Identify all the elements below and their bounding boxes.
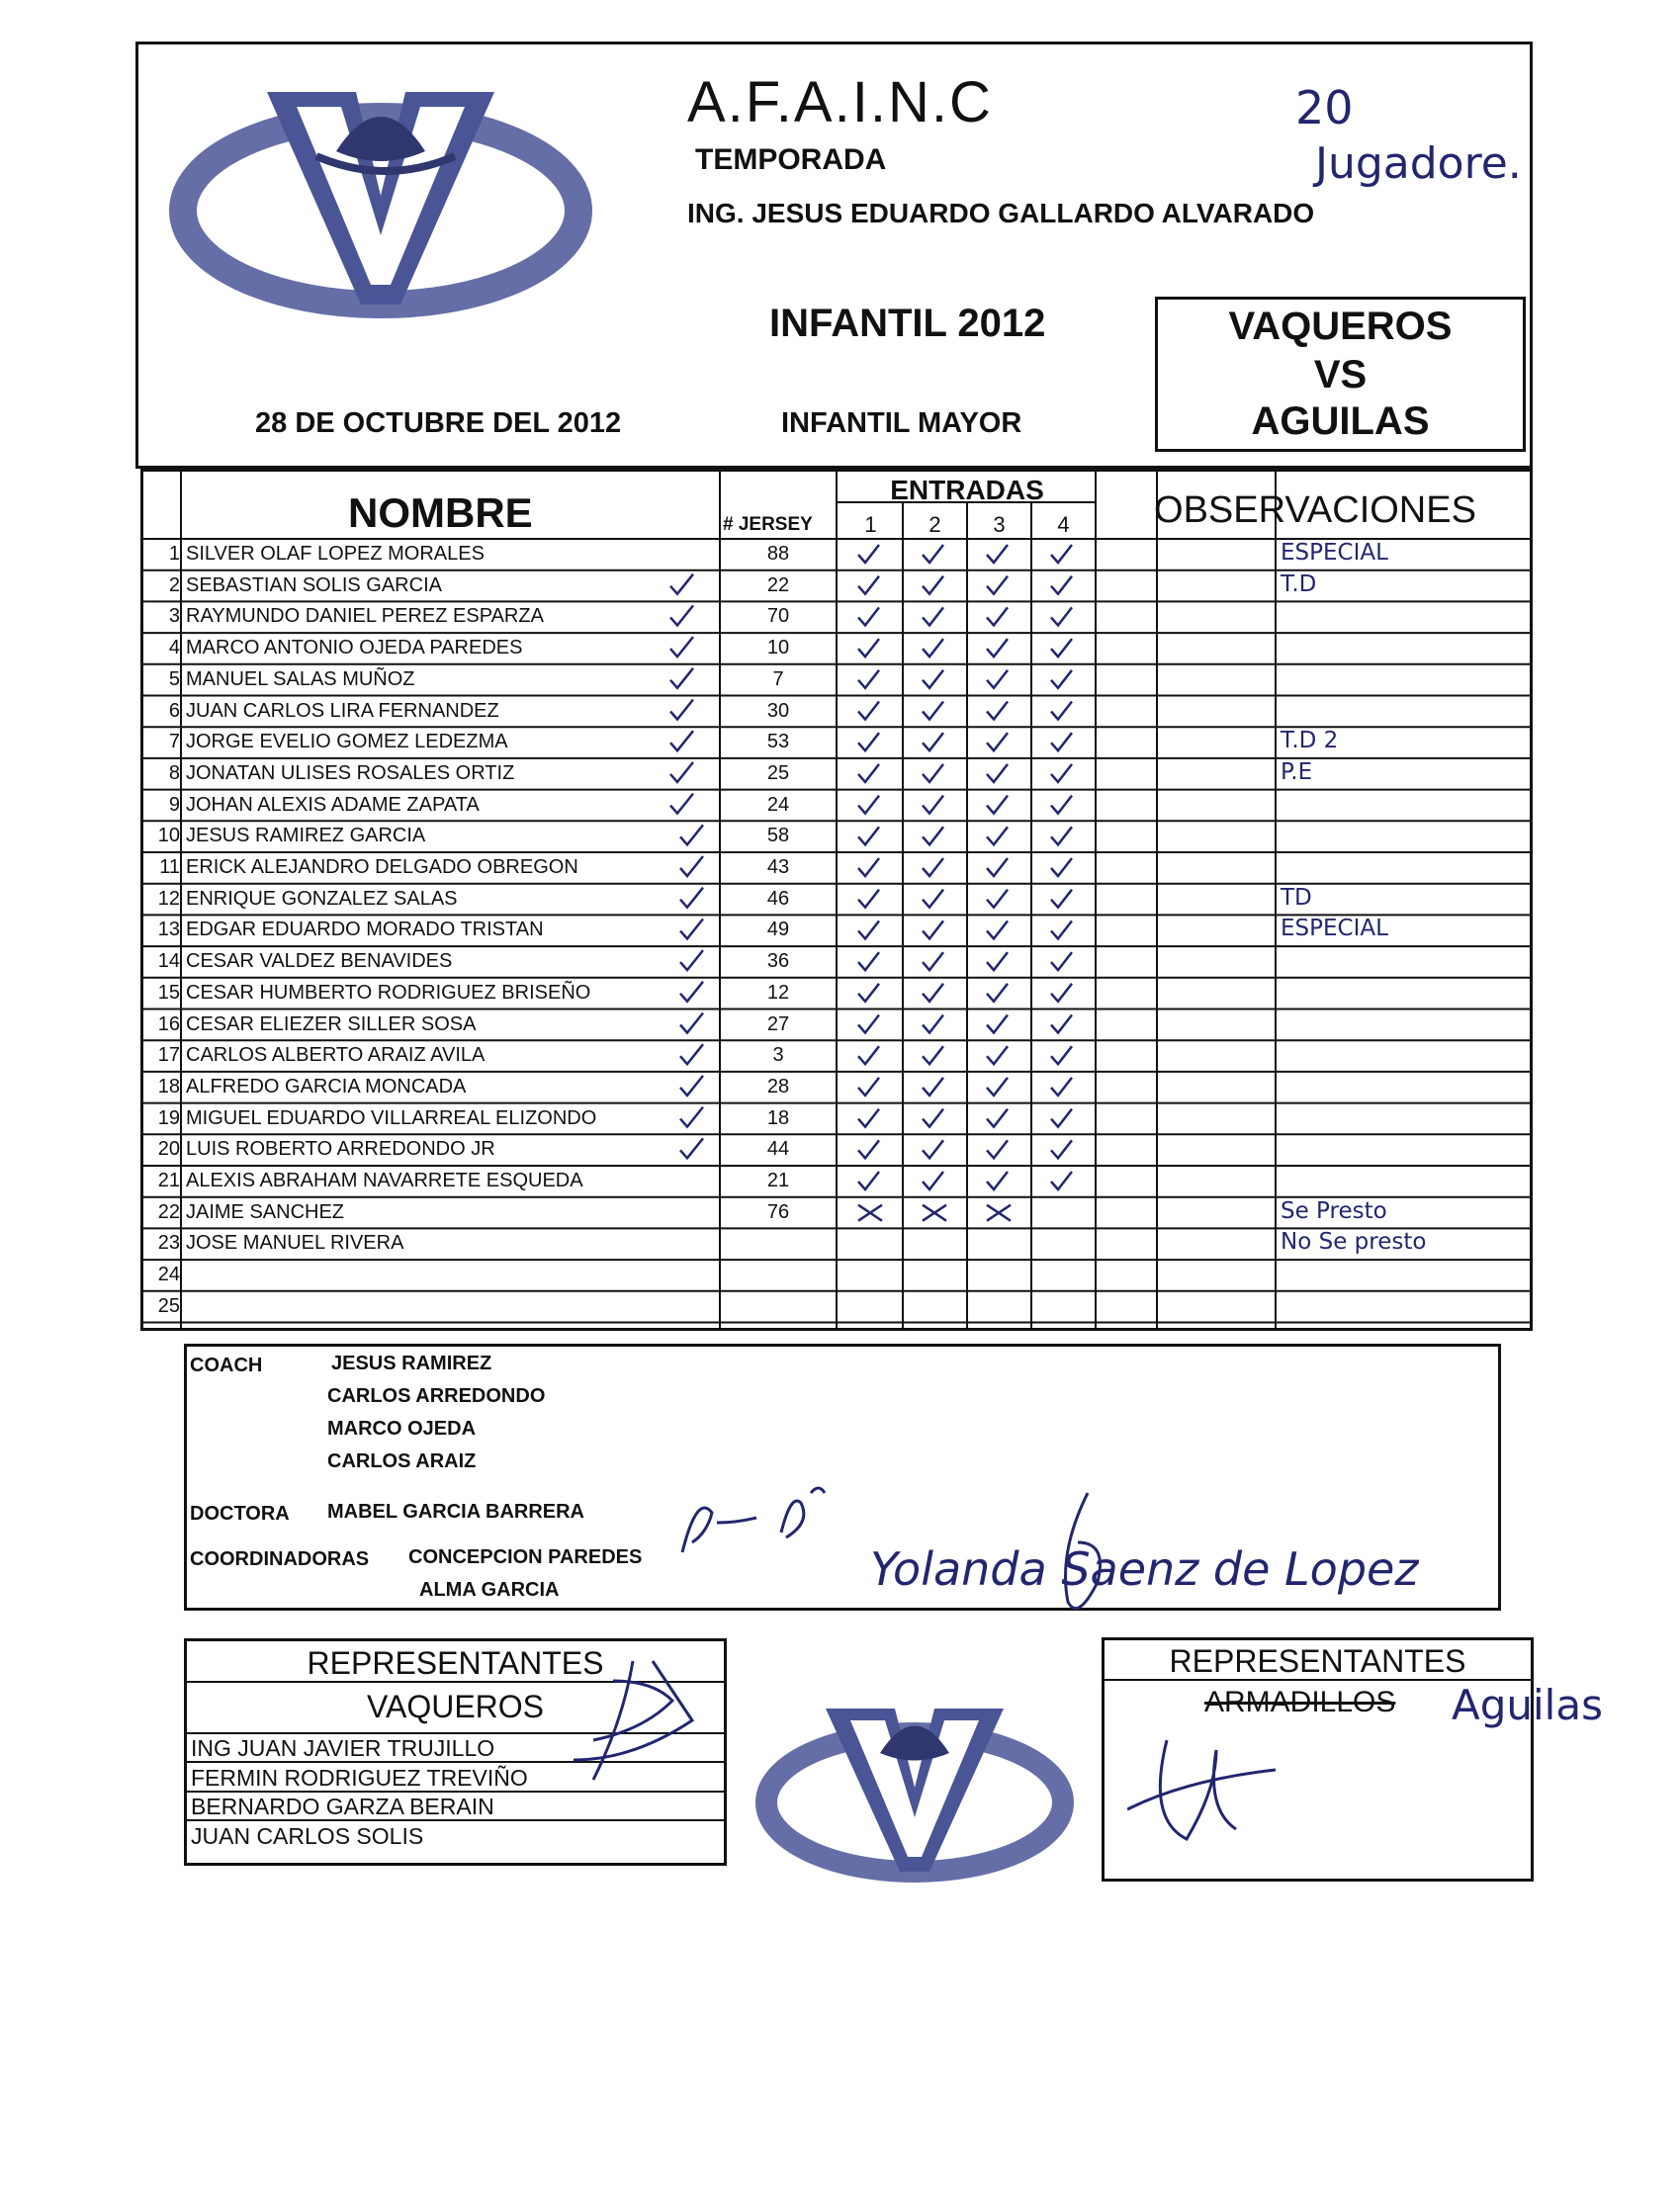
player-name: CESAR VALDEZ BENAVIDES: [186, 950, 453, 973]
attendance-check-icon: [1051, 1140, 1072, 1158]
attendance-check-icon: [923, 607, 943, 625]
roster-check-icon: [680, 982, 703, 1002]
attendance-check-icon: [1051, 733, 1072, 750]
attendance-check-icon: [987, 858, 1008, 876]
inning-3-header: 3: [993, 512, 1006, 537]
player-observation: TD: [1281, 884, 1312, 911]
player-observation: T.D: [1281, 570, 1317, 597]
row-number: 19: [157, 1106, 180, 1129]
attendance-check-icon: [987, 921, 1008, 938]
attendance-check-icon: [923, 1046, 943, 1064]
attendance-check-icon: [858, 1046, 879, 1064]
home-rep-4: JUAN CARLOS SOLIS: [191, 1823, 424, 1849]
home-reps-title: REPRESENTANTES: [307, 1645, 604, 1681]
attendance-check-icon: [987, 733, 1008, 750]
attendance-check-icon: [987, 1140, 1008, 1158]
row-number: 4: [168, 637, 180, 659]
attendance-check-icon: [858, 733, 879, 750]
attendance-check-icon: [987, 1046, 1008, 1064]
attendance-check-icon: [923, 827, 943, 844]
attendance-check-icon: [858, 984, 879, 1002]
attendance-check-icon: [987, 890, 1008, 908]
row-number: 22: [157, 1200, 180, 1223]
row-number: 25: [157, 1294, 180, 1317]
player-name: JOSE MANUEL RIVERA: [186, 1232, 404, 1255]
attendance-cross-icon: [987, 1205, 1011, 1221]
inning-2-header: 2: [928, 512, 941, 537]
attendance-cross-icon: [858, 1205, 882, 1221]
doctor-name: MABEL GARCIA BARRERA: [327, 1501, 584, 1523]
attendance-check-icon: [1051, 1015, 1072, 1033]
row-number: 21: [157, 1170, 180, 1191]
player-name: ALEXIS ABRAHAM NAVARRETE ESQUEDA: [186, 1170, 583, 1191]
attendance-check-icon: [923, 702, 943, 720]
attendance-check-icon: [1051, 1078, 1072, 1096]
player-name: CESAR HUMBERTO RODRIGUEZ BRISEÑO: [186, 981, 591, 1004]
row-number: 11: [159, 856, 180, 878]
attendance-check-icon: [858, 1109, 879, 1127]
player-jersey: 22: [766, 573, 790, 596]
home-rep-signature-icon: [554, 1641, 732, 1809]
attendance-check-icon: [923, 545, 943, 563]
attendance-check-icon: [923, 1078, 943, 1096]
row-number: 12: [157, 887, 180, 910]
player-jersey: 70: [766, 605, 790, 628]
innings-header: ENTRADAS: [890, 475, 1044, 505]
roster-check-icon: [680, 1044, 703, 1064]
attendance-cross-icon: [923, 1205, 946, 1221]
player-observation: No Se presto: [1281, 1229, 1427, 1256]
attendance-check-icon: [987, 1172, 1008, 1189]
attendance-check-icon: [858, 796, 879, 814]
attendance-check-icon: [858, 545, 879, 563]
attendance-check-icon: [987, 827, 1008, 844]
org-title: A.F.A.I.N.C: [687, 70, 993, 134]
row-number: 9: [168, 793, 180, 816]
coach-3: MARCO OJEDA: [327, 1418, 477, 1440]
attendance-check-icon: [923, 984, 943, 1002]
player-jersey: 25: [766, 761, 790, 784]
player-observation: ESPECIAL: [1281, 540, 1388, 566]
player-name: ERICK ALEJANDRO DELGADO OBREGON: [186, 856, 578, 878]
player-jersey: 27: [766, 1012, 790, 1035]
row-number: 5: [168, 667, 180, 690]
coach-label: COACH: [190, 1355, 263, 1376]
row-number: 24: [157, 1264, 180, 1286]
player-name: JONATAN ULISES ROSALES ORTIZ: [186, 761, 515, 784]
attendance-check-icon: [858, 1078, 879, 1096]
attendance-check-icon: [858, 890, 879, 908]
player-name: SILVER OLAF LOPEZ MORALES: [186, 543, 485, 565]
attendance-check-icon: [987, 576, 1008, 594]
roster-check-icon: [680, 1013, 703, 1033]
attendance-check-icon: [987, 702, 1008, 720]
player-jersey: 58: [766, 825, 790, 847]
attendance-check-icon: [1051, 984, 1072, 1002]
attendance-check-icon: [923, 858, 943, 876]
player-name: ALFREDO GARCIA MONCADA: [186, 1075, 467, 1097]
row-number: 1: [168, 543, 180, 565]
player-jersey: 49: [766, 919, 790, 941]
attendance-check-icon: [1051, 1109, 1072, 1127]
player-name: RAYMUNDO DANIEL PEREZ ESPARZA: [186, 605, 544, 628]
roster-check-icon: [670, 794, 693, 814]
roster-check-icon: [670, 574, 693, 594]
attendance-check-icon: [923, 1140, 943, 1158]
player-jersey: 43: [766, 856, 790, 878]
attendance-check-icon: [858, 576, 879, 594]
coordinator-1: CONCEPCION PAREDES: [408, 1546, 643, 1568]
attendance-check-icon: [987, 1109, 1008, 1127]
attendance-check-icon: [1051, 858, 1072, 876]
doctor-label: DOCTORA: [190, 1503, 290, 1525]
attendance-check-icon: [923, 764, 943, 782]
player-name: JESUS RAMIREZ GARCIA: [186, 825, 426, 847]
home-reps-team: VAQUEROS: [367, 1689, 544, 1724]
home-rep-1: ING JUAN JAVIER TRUJILLO: [191, 1735, 495, 1761]
attendance-check-icon: [858, 827, 879, 844]
coordinator-2: ALMA GARCIA: [419, 1579, 560, 1601]
away-team: AGUILAS: [1251, 399, 1430, 443]
attendance-check-icon: [923, 921, 943, 938]
attendance-check-icon: [1051, 1172, 1072, 1189]
attendance-check-icon: [1051, 952, 1072, 970]
attendance-check-icon: [923, 670, 943, 688]
attendance-check-icon: [1051, 1046, 1072, 1064]
attendance-check-icon: [923, 1172, 943, 1189]
signature-flourish-icon: [1018, 1483, 1137, 1631]
player-jersey: 53: [766, 731, 790, 753]
observations-header: OBSERVACIONES: [1154, 489, 1476, 531]
attendance-check-icon: [858, 764, 879, 782]
attendance-check-icon: [987, 639, 1008, 657]
handwritten-players-word: Jugadore.: [1315, 138, 1522, 189]
attendance-check-icon: [923, 733, 943, 750]
roster-check-icon: [680, 1107, 703, 1127]
player-name: CARLOS ALBERTO ARAIZ AVILA: [186, 1044, 486, 1067]
attendance-check-icon: [923, 576, 943, 594]
attendance-check-icon: [858, 639, 879, 657]
inning-4-header: 4: [1057, 512, 1070, 537]
roster-check-icon: [670, 605, 693, 625]
player-name: CESAR ELIEZER SILLER SOSA: [186, 1012, 477, 1035]
attendance-check-icon: [1051, 545, 1072, 563]
row-number: 15: [157, 981, 180, 1004]
player-name: JAIME SANCHEZ: [186, 1200, 345, 1223]
attendance-check-icon: [1051, 921, 1072, 938]
player-jersey: 24: [766, 793, 790, 816]
away-reps-team-struck: ARMADILLOS: [1204, 1686, 1396, 1718]
player-jersey: 44: [766, 1138, 790, 1161]
row-number: 13: [157, 919, 180, 941]
season-label: TEMPORADA: [695, 143, 887, 176]
jersey-header: # JERSEY: [723, 514, 813, 535]
roster-check-icon: [670, 637, 693, 657]
attendance-check-icon: [987, 1078, 1008, 1096]
attendance-check-icon: [987, 545, 1008, 563]
player-name: SEBASTIAN SOLIS GARCIA: [186, 573, 442, 596]
attendance-check-icon: [987, 764, 1008, 782]
player-jersey: 46: [766, 887, 790, 910]
player-jersey: 88: [766, 543, 790, 565]
player-jersey: 30: [766, 699, 790, 722]
attendance-check-icon: [923, 639, 943, 657]
division-label: INFANTIL MAYOR: [781, 407, 1022, 439]
player-jersey: 12: [766, 981, 790, 1004]
player-observation: T.D 2: [1281, 728, 1339, 754]
row-number: 3: [168, 605, 180, 628]
player-jersey: 36: [766, 950, 790, 973]
roster-check-icon: [680, 919, 703, 938]
handwritten-player-count: 20: [1295, 81, 1354, 134]
roster-check-icon: [680, 825, 703, 844]
coordinator-signature: Yolanda Saenz de Lopez: [870, 1542, 1419, 1596]
player-name: MIGUEL EDUARDO VILLARREAL ELIZONDO: [186, 1106, 597, 1129]
attendance-check-icon: [987, 607, 1008, 625]
player-jersey: 18: [766, 1106, 790, 1129]
versus-label: VS: [1313, 353, 1368, 396]
row-number: 14: [157, 950, 180, 973]
attendance-check-icon: [858, 952, 879, 970]
attendance-check-icon: [1051, 796, 1072, 814]
row-number: 20: [157, 1138, 180, 1161]
attendance-check-icon: [987, 670, 1008, 688]
attendance-check-icon: [923, 890, 943, 908]
row-number: 10: [157, 825, 180, 847]
away-reps-team-handwritten: Aguilas: [1452, 1681, 1603, 1729]
roster-check-icon: [670, 700, 693, 720]
row-number: 7: [168, 731, 180, 753]
attendance-check-icon: [1051, 702, 1072, 720]
player-jersey: 7: [772, 667, 784, 690]
player-name: EDGAR EDUARDO MORADO TRISTAN: [186, 919, 544, 941]
attendance-check-icon: [923, 796, 943, 814]
attendance-check-icon: [987, 796, 1008, 814]
name-header: NOMBRE: [348, 489, 533, 536]
attendance-check-icon: [858, 1015, 879, 1033]
category-title: INFANTIL 2012: [769, 302, 1046, 345]
attendance-check-icon: [1051, 639, 1072, 657]
home-rep-3: BERNARDO GARZA BERAIN: [191, 1794, 494, 1819]
player-name: MARCO ANTONIO OJEDA PAREDES: [186, 637, 523, 659]
roster-check-icon: [680, 888, 703, 908]
home-team: VAQUEROS: [1228, 305, 1453, 348]
player-name: LUIS ROBERTO ARREDONDO JR: [186, 1138, 495, 1161]
attendance-check-icon: [1051, 670, 1072, 688]
row-number: 23: [157, 1232, 180, 1255]
attendance-check-icon: [858, 670, 879, 688]
attendance-check-icon: [858, 607, 879, 625]
player-name: JORGE EVELIO GOMEZ LEDEZMA: [186, 731, 508, 753]
roster-check-icon: [670, 668, 693, 688]
bottom-team-logo-icon: [752, 1699, 1078, 1887]
attendance-check-icon: [987, 952, 1008, 970]
inning-1-header: 1: [864, 512, 877, 537]
attendance-check-icon: [1051, 607, 1072, 625]
row-number: 17: [157, 1044, 180, 1067]
player-jersey: 28: [766, 1075, 790, 1097]
player-observation: ESPECIAL: [1281, 916, 1388, 942]
player-name: JUAN CARLOS LIRA FERNANDEZ: [186, 699, 499, 722]
attendance-check-icon: [858, 702, 879, 720]
attendance-check-icon: [923, 1015, 943, 1033]
player-jersey: 3: [772, 1044, 784, 1067]
player-observation: Se Presto: [1281, 1197, 1387, 1224]
attendance-check-icon: [858, 1140, 879, 1158]
attendance-check-icon: [858, 858, 879, 876]
row-number: 18: [157, 1075, 180, 1097]
roster-check-icon: [680, 1138, 703, 1158]
row-number: 2: [168, 573, 180, 596]
coach-1: JESUS RAMIREZ: [331, 1353, 492, 1374]
attendance-check-icon: [1051, 764, 1072, 782]
roster-check-icon: [680, 856, 703, 876]
player-name: MANUEL SALAS MUÑOZ: [186, 667, 415, 690]
coordinators-label: COORDINADORAS: [190, 1548, 370, 1570]
player-observation: P.E: [1281, 758, 1313, 785]
player-name: ENRIQUE GONZALEZ SALAS: [186, 887, 458, 910]
away-rep-signature-icon: [1127, 1720, 1285, 1869]
roster-check-icon: [680, 1076, 703, 1096]
roster-check-icon: [670, 731, 693, 750]
president-name: ING. JESUS EDUARDO GALLARDO ALVARADO: [687, 198, 1315, 228]
attendance-check-icon: [923, 952, 943, 970]
attendance-check-icon: [858, 921, 879, 938]
player-name: JOHAN ALEXIS ADAME ZAPATA: [186, 793, 480, 816]
row-number: 6: [168, 699, 180, 722]
attendance-check-icon: [923, 1109, 943, 1127]
attendance-check-icon: [1051, 827, 1072, 844]
home-rep-2: FERMIN RODRIGUEZ TREVIÑO: [191, 1765, 528, 1791]
row-number: 8: [168, 761, 180, 784]
attendance-check-icon: [858, 1172, 879, 1189]
away-reps-title: REPRESENTANTES: [1169, 1643, 1466, 1679]
attendance-check-icon: [987, 1015, 1008, 1033]
attendance-check-icon: [1051, 576, 1072, 594]
player-jersey: 10: [766, 637, 790, 659]
player-jersey: 21: [766, 1170, 790, 1191]
attendance-check-icon: [1051, 890, 1072, 908]
coach-4: CARLOS ARAIZ: [327, 1450, 477, 1472]
row-number: 16: [157, 1012, 180, 1035]
roster-check-icon: [670, 762, 693, 782]
attendance-check-icon: [987, 984, 1008, 1002]
match-date: 28 DE OCTUBRE DEL 2012: [255, 407, 622, 439]
roster-check-icon: [680, 950, 703, 970]
initials-signature-icon: [672, 1463, 910, 1582]
player-jersey: 76: [766, 1200, 790, 1223]
coach-2: CARLOS ARREDONDO: [327, 1385, 546, 1407]
